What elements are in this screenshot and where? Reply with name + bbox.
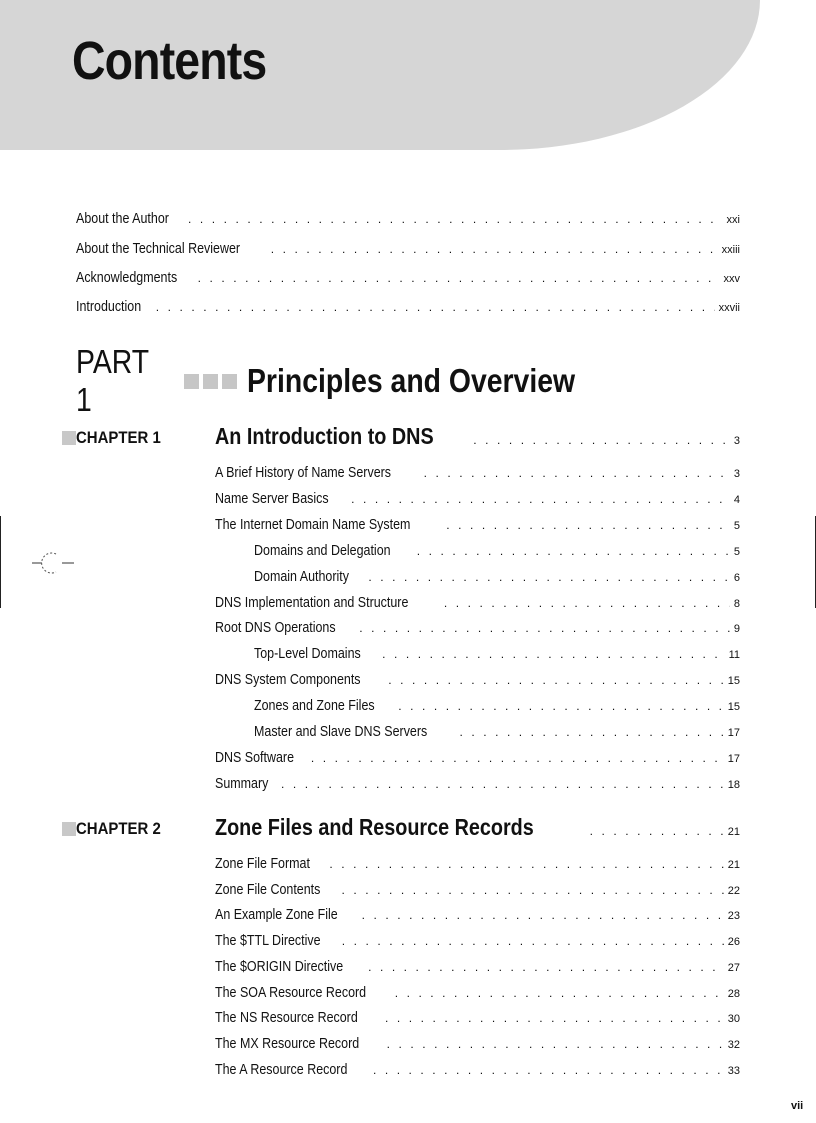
toc-entry[interactable] [76,211,740,231]
leader-dots [281,777,724,791]
toc-entry[interactable] [215,985,740,1005]
leader-dots [444,596,730,610]
toc-entry-page: 30 [727,1013,740,1026]
toc-entry-title: Zones and Zone Files [254,698,375,715]
toc-entry-page: 27 [727,961,740,974]
toc-entry[interactable] [254,569,740,589]
toc-entry-title: The NS Resource Record [215,1010,358,1027]
toc-entry-title: Root DNS Operations [215,620,336,637]
leader-dots [156,300,715,314]
toc-entry[interactable] [215,882,740,902]
leader-dots [424,466,730,480]
toc-entry-title: DNS Implementation and Structure [215,594,409,611]
chapter-title: An Introduction to DNS [215,423,434,449]
toc-entry-page: 17 [727,752,740,765]
toc-entry-page: 32 [727,1038,740,1051]
toc-entry-title: DNS System Components [215,672,361,689]
toc-entry-title: A Brief History of Name Servers [215,465,392,481]
chapter-label: CHAPTER 2 [62,819,172,839]
toc-entry-title: Domain Authority [254,568,349,585]
toc-entry-title: Zone File Contents [215,881,321,898]
chapter-page: 3 [733,435,740,447]
leader-dots [373,1063,724,1077]
page-number: vii [791,1100,804,1112]
toc-entry-title: An Example Zone File [215,907,338,924]
toc-entry[interactable] [215,959,740,979]
leader-dots [382,647,724,661]
page-title: Contents [72,31,267,91]
toc-entry-page: 26 [727,936,740,949]
toc-entry-title: Introduction [76,299,142,315]
leader-dots [473,433,730,447]
leader-dots [368,960,724,974]
leader-dots [329,857,723,871]
toc-entry[interactable] [215,1010,740,1030]
leader-dots [446,518,730,532]
part-title: Principles and Overview [247,362,576,399]
toc-entry-page: 8 [733,597,740,610]
leader-dots [188,212,723,226]
leader-dots [198,271,720,285]
toc-entry-page: 6 [733,571,740,584]
registration-mark-icon [28,548,78,578]
leader-dots [342,883,724,897]
toc-entry[interactable] [215,856,740,876]
part-separator-squares [184,374,237,389]
leader-dots [359,621,730,635]
toc-entry[interactable] [215,491,740,511]
toc-entry[interactable] [215,465,740,485]
leader-dots [590,824,724,838]
toc-entry-title: The A Resource Record [215,1061,348,1078]
chapter-label: CHAPTER 1 [62,428,172,448]
leader-dots [271,242,718,256]
toc-entry-title: The $TTL Directive [215,933,321,950]
leader-dots [342,934,724,948]
toc-entry[interactable] [254,724,740,744]
toc-entry[interactable] [215,750,740,770]
part-label: PART 1 [76,343,149,418]
toc-entry[interactable] [215,1036,740,1056]
toc-entry-title: DNS Software [215,749,295,766]
toc-entry[interactable] [215,620,740,640]
leader-dots [388,673,724,687]
toc-entry-page: xxi [726,214,740,226]
chapter-marker-icon [62,431,76,445]
toc-entry-page: 5 [733,545,740,558]
toc-entry[interactable] [215,672,740,692]
chapter-entry[interactable] [215,814,740,842]
toc-entry-title: Master and Slave DNS Servers [254,724,428,740]
leader-dots [368,570,729,584]
toc-entry-page: 5 [733,519,740,532]
toc-entry[interactable] [215,776,740,796]
toc-entry-page: 15 [727,675,740,688]
toc-entry-page: 18 [727,778,740,791]
toc-entry-page: 33 [727,1064,740,1077]
crop-mark-left [0,516,1,608]
leader-dots [385,1011,724,1025]
toc-entry-page: 11 [728,649,740,662]
toc-entry-page: 21 [727,859,740,871]
toc-entry-page: 17 [727,727,740,739]
toc-entry-title: About the Author [76,211,169,227]
toc-entry-title: The $ORIGIN Directive [215,958,344,975]
part-heading [76,343,629,418]
leader-dots [351,492,730,506]
leader-dots [387,1037,724,1051]
toc-entry[interactable] [76,299,740,319]
toc-entry-title: Top-Level Domains [254,646,361,663]
toc-entry-page: 28 [727,987,740,1000]
chapter-marker-icon [62,822,76,836]
leader-dots [417,544,730,558]
toc-entry-title: Acknowledgments [76,270,178,286]
toc-entry-page: 23 [727,910,740,923]
toc-entry-title: Zone File Format [215,856,310,872]
leader-dots [398,699,724,713]
toc-entry[interactable] [254,543,740,563]
chapter-entry[interactable] [215,423,740,451]
toc-entry-title: The MX Resource Record [215,1035,360,1052]
toc-entry[interactable] [76,241,740,261]
toc-entry-page: 4 [733,493,740,506]
toc-entry[interactable] [76,270,740,290]
toc-entry-page: 3 [733,468,740,480]
leader-dots [395,986,724,1000]
toc-entry[interactable] [215,517,740,537]
toc-entry-page: xxvii [718,302,740,314]
toc-entry[interactable] [215,933,740,953]
toc-entry-page: 22 [727,884,740,897]
chapter-title: Zone Files and Resource Records [215,814,534,840]
toc-entry-title: The SOA Resource Record [215,984,367,1001]
toc-entry-title: About the Technical Reviewer [76,241,241,257]
toc-entry-title: Summary [215,775,269,792]
leader-dots [311,751,724,765]
toc-entry-page: 9 [733,623,740,636]
toc-entry-page: 15 [727,701,740,714]
chapter-page: 21 [727,826,740,838]
toc-entry[interactable] [215,1062,740,1082]
toc-entry-title: Name Server Basics [215,490,329,507]
leader-dots [362,908,724,922]
toc-entry-page: xxiii [721,244,740,256]
toc-entry[interactable] [215,907,740,927]
toc-entry[interactable] [215,595,740,615]
toc-entry[interactable] [254,646,740,666]
toc-entry[interactable] [254,698,740,718]
leader-dots [459,725,723,739]
toc-entry-title: Domains and Delegation [254,542,391,559]
toc-entry-page: xxv [723,273,740,285]
toc-entry-title: The Internet Domain Name System [215,516,411,533]
